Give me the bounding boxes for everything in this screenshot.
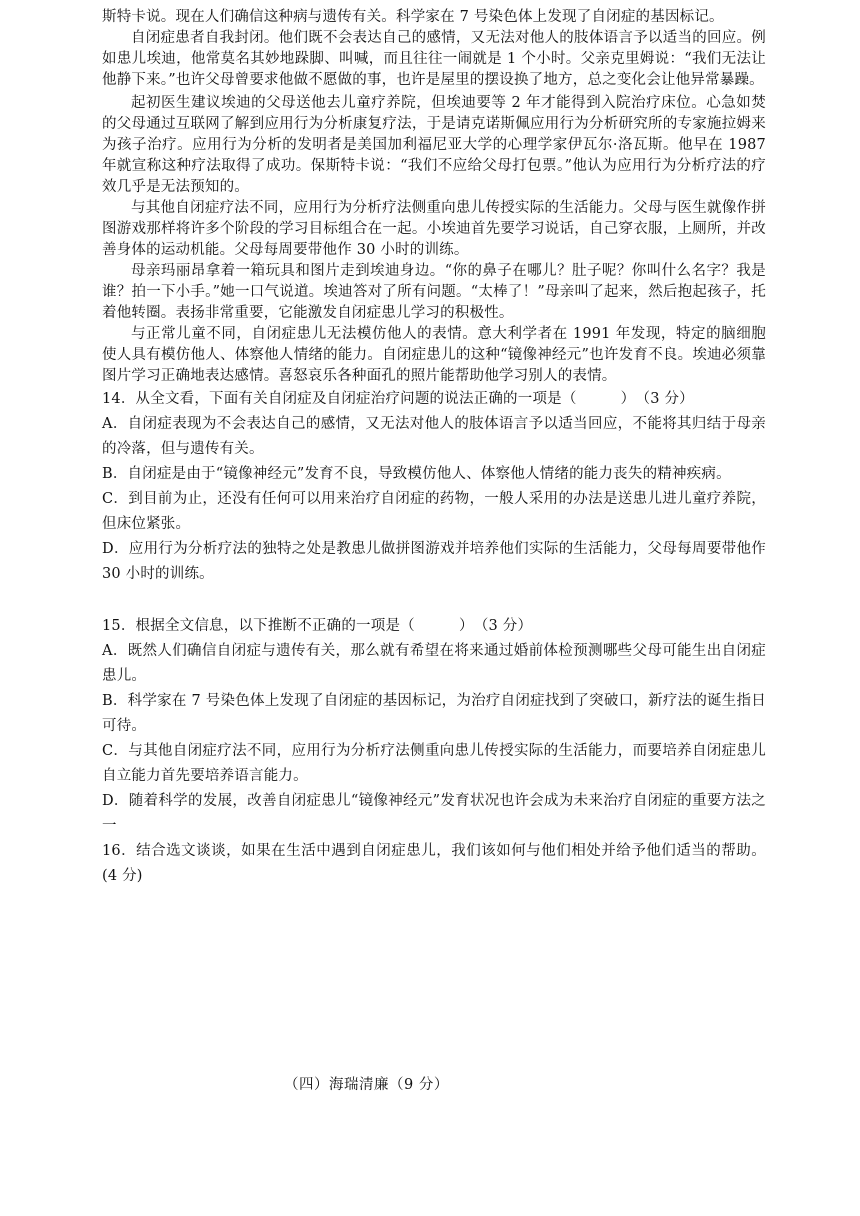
option-c: C．与其他自闭症疗法不同，应用行为分析疗法侧重向患儿传授实际的生活能力，而要培养自闭症患儿自立能力首先要培养语言能力。 bbox=[102, 743, 766, 784]
passage-paragraph-2: 自闭症患者自我封闭。他们既不会表达自己的感情，又无法对他人的肢体语言予以适当的回应。例如患儿埃迪，他常莫名其妙地跺脚、叫喊，而且往往一闹就是 1 个小时。父亲克里姆说：“我们无法让他静下来。”也许父母曾要求他做不愿做的事，也许是屋里的摆设换了地方，总之变化会让他异常暴躁。 bbox=[102, 30, 766, 88]
option-c: C．到目前为止，还没有任何可以用来治疗自闭症的药物，一般人采用的办法是送患儿进儿童疗养院，但床位紧张。 bbox=[102, 491, 766, 532]
question-16 bbox=[102, 839, 766, 889]
passage-paragraph-5: 母亲玛丽昂拿着一箱玩具和图片走到埃迪身边。“你的鼻子在哪儿？肚子呢？你叫什么名字？我是谁？拍一下小手。”她一口气说道。埃迪答对了所有问题。“太棒了！”母亲叫了起来，然后抱起孩子，托着他转圈。表扬非常重要，它能激发自闭症患儿学习的积极性。 bbox=[102, 263, 766, 321]
section-heading: （四）海瑞清廉（9 分） bbox=[284, 1077, 449, 1093]
question-15 bbox=[102, 614, 766, 839]
question-stem: 15．根据全文信息，以下推断不正确的一项是（ ） （3 分） bbox=[102, 618, 533, 634]
question-14 bbox=[102, 387, 766, 587]
option-d: D．随着科学的发展，改善自闭症患儿“镜像神经元”发育状况也许会成为未来治疗自闭症的重要方法之一 bbox=[102, 793, 766, 834]
passage-paragraph-4: 与其他自闭症疗法不同，应用行为分析疗法侧重向患儿传授实际的生活能力。父母与医生就像作拼图游戏那样将许多个阶段的学习目标组合在一起。小埃迪首先要学习说话，自己穿衣服，上厕所，并改善身体的运动机能。父母每周要带他作 30 小时的训练。 bbox=[102, 200, 766, 258]
passage-paragraph-1: 斯特卡说。现在人们确信这种病与遗传有关。科学家在 7 号染色体上发现了自闭症的基因标记。 bbox=[102, 9, 724, 25]
passage-paragraph-6: 与正常儿童不同，自闭症患儿无法模仿他人的表情。意大利学者在 1991 年发现，特定的脑细胞使人具有模仿他人、体察他人情绪的能力。自闭症患儿的这种“镜像神经元”也许发育不良。埃迪必须靠图片学习正确地表达感情。喜怒哀乐各种面孔的照片能帮助他学习别人的表情。 bbox=[102, 326, 766, 384]
option-a: A．既然人们确信自闭症与遗传有关，那么就有希望在将来通过婚前体检预测哪些父母可能生出自闭症患儿。 bbox=[102, 643, 766, 684]
question-list bbox=[102, 387, 766, 889]
passage-paragraph-3: 起初医生建议埃迪的父母送他去儿童疗养院，但埃迪要等 2 年才能得到入院治疗床位。心急如焚的父母通过互联网了解到应用行为分析康复疗法，于是请克诺斯佩应用行为分析研究所的专家施拉姆来为孩子治疗。应用行为分析的发明者是美国加利福尼亚大学的心理学家伊瓦尔·洛瓦斯。他早在 1987 年就宣称这种疗法取得了成功。保斯特卡说：“我们不应给父母打包票。”他认为应用行为分析疗法的疗效几乎是无法预知的。 bbox=[102, 95, 766, 195]
document-page bbox=[102, 0, 766, 889]
option-a: A．自闭症表现为不会表达自己的感情，又无法对他人的肢体语言予以适当回应，不能将其归结于母亲的冷落，但与遗传有关。 bbox=[102, 416, 766, 457]
option-b: B．科学家在 7 号染色体上发现了自闭症的基因标记，为治疗自闭症找到了突破口，新疗法的诞生指日可待。 bbox=[102, 693, 766, 734]
reading-passage bbox=[102, 7, 766, 387]
question-stem: 14．从全文看，下面有关自闭症及自闭症治疗问题的说法正确的一项是（ ） （3 分） bbox=[102, 391, 694, 407]
option-b: B．自闭症是由于“镜像神经元”发育不良，导致模仿他人、体察他人情绪的能力丧失的精神疾病。 bbox=[102, 466, 731, 482]
option-d: D．应用行为分析疗法的独特之处是教患儿做拼图游戏并培养他们实际的生活能力，父母每周要带他作 30 小时的训练。 bbox=[102, 541, 766, 582]
question-stem: 16．结合选文谈谈，如果在生活中遇到自闭症患儿，我们该如何与他们相处并给予他们适当的帮助。(4 分) bbox=[102, 843, 766, 884]
